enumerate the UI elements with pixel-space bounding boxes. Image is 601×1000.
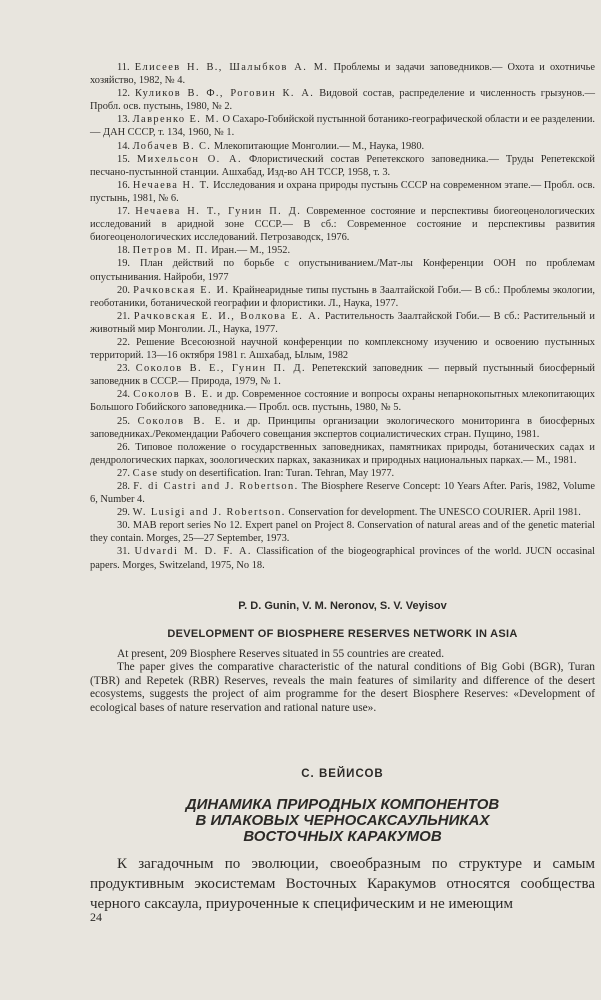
abstract-paragraph: The paper gives the comparative characteristic of the natural conditions of Big Gobi (BGR), Turan (TBR) and Repetek (RBR) Reserves, reveals the main features of similarity and difference of the desert ecosystems, suggests the project of aim programme for the desert Biosphere Reserves: «Development of ecological bases of nature reservation and rational nature use». [90, 661, 595, 714]
reference-item: 21. Рачковская Е. И., Волкова Е. А. Растительность Заалтайской Гоби.— В сб.: Растительный и животный мир Монголии. Л., Наука, 1977. [90, 310, 595, 335]
title-line: В ИЛАКОВЫХ ЧЕРНОСАКСАУЛЬНИКАХ [195, 812, 490, 829]
reference-item: 25. Соколов В. Е. и др. Принципы организации экологического мониторинга в биосферных заповедниках./Рекомендации Рабочего совещания экспертов социалистических стран. Пущино, 1981. [90, 415, 595, 440]
reference-item: 13. Лавренко Е. М. О Сахаро-Гобийской пустынной ботанико-географической области и ее разделении.— ДАН СССР, т. 134, 1960, № 1. [90, 114, 595, 139]
reference-item: 22. Решение Всесоюзной научной конференции по комплексному изучению и освоению пустынных территорий. 13—16 октября 1981 г. Ашхабад, Ылым, 1982 [90, 336, 595, 362]
page-number: 24 [90, 910, 102, 924]
reference-item: 19. План действий по борьбе с опустыниванием./Мат-лы Конференции ООН по проблемам опустынивания. Найроби, 1977 [90, 258, 595, 283]
reference-item: 15. Михельсон О. А. Флористический состав Репетекского заповедника.— Труды Репетекской песчано-пустынной станции. Ашхабад, Изд-во АН ТССР, 1958, т. 3. [90, 153, 595, 178]
title-line: ВОСТОЧНЫХ КАРАКУМОВ [243, 828, 442, 845]
russian-article-body [90, 854, 595, 914]
reference-item: 18. Петров М. П. Иран.— М., 1952. [117, 245, 291, 257]
reference-item: 12. Куликов В. Ф., Роговин К. А. Видовой состав, распределение и численность грызунов.— Пробл. осв. пустынь, 1980, № 2. [90, 88, 595, 113]
reference-item: 17. Нечаева Н. Т., Гунин П. Д. Современное состояние и перспективы биогеоценологических исследований в аридной зоне СССР.— В сб.: Современное состояние и перспективы развития биогеоценологических исследований. Петрозаводск, 1976. [90, 206, 596, 244]
reference-item: 16. Нечаева Н. Т. Исследования и охрана природы пустынь СССР на современном этапе.— Пробл. осв. пустынь, 1981, № 6. [90, 179, 595, 204]
reference-item: 23. Соколов В. Е., Гунин П. Д. Репетекский заповедник — первый пустынный биосферный заповедник в СССР.— Природа, 1979, № 1. [90, 363, 595, 388]
russian-article-title [90, 797, 595, 845]
abstract-paragraph: At present, 209 Biosphere Reserves situated in 55 countries are created. [117, 648, 445, 660]
reference-item: 24. Соколов В. Е. и др. Современное состояние и вопросы охраны непарнокопытных млекопитающих Большого Гобийского заповедника.— Пробл. осв. пустынь, 1980, № 5. [90, 389, 595, 414]
english-abstract [90, 648, 595, 715]
reference-item: 29. W. Lusigi and J. Robertson. Conservation for development. The UNESCO COURIER. April 1981. [117, 507, 581, 519]
english-article-title: DEVELOPMENT OF BIOSPHERE RESERVES NETWORK IN ASIA [167, 628, 518, 640]
reference-item: 11. Елисеев Н. В., Шалыбков А. М. Проблемы и задачи заповедников.— Охота и охотничье хозяйство, 1982, № 4. [90, 62, 595, 87]
body-paragraph: К загадочным по эволюции, своеобразным по структуре и самым продуктивным экосистемам Восточных Каракумов относятся сообщества черного саксаула, приуроченные к специфическим и не имеющим [90, 856, 595, 912]
reference-item: 20. Рачковская Е. И. Крайнеаридные типы пустынь в Заалтайской Гоби.— В сб.: Проблемы экологии, геоботаники, ботанической географии и флористики. Л., Наука, 1977. [90, 284, 595, 309]
reference-item: 14. Лобачев В. С. Млекопитающие Монголии.— М., Наука, 1980. [117, 140, 425, 152]
reference-item: 31. Udvardi M. D. F. A. Classification of the biogeographical provinces of the world. JUCN occasinal papers. Morges, Switzeland, 1975, No 18. [90, 546, 595, 571]
reference-item: 26. Типовое положение о государственных заповедниках, памятниках природы, ботанических садах и дендрологических парках, зоологических парках, заказниках и природных национальных парках.— М., 1981. [90, 441, 595, 466]
russian-article-author: С. ВЕЙИСОВ [301, 768, 384, 780]
reference-item: 30. MAB report series No 12. Expert panel on Project 8. Conservation of natural areas and of the genetic material they contain. Morges, 25—27 September, 1973. [90, 520, 595, 545]
title-line: ДИНАМИКА ПРИРОДНЫХ КОМПОНЕНТОВ [185, 796, 500, 813]
reference-item: 27. Case study on desertification. Iran: Turan. Tehran, May 1977. [117, 467, 395, 479]
reference-list [90, 61, 595, 572]
reference-item: 28. F. di Castri and J. Robertson. The Biosphere Reserve Concept: 10 Years After. Paris, 1982, Volume 6, Number 4. [90, 481, 595, 506]
english-article-authors: P. D. Gunin, V. M. Neronov, S. V. Veyisov [238, 600, 447, 612]
